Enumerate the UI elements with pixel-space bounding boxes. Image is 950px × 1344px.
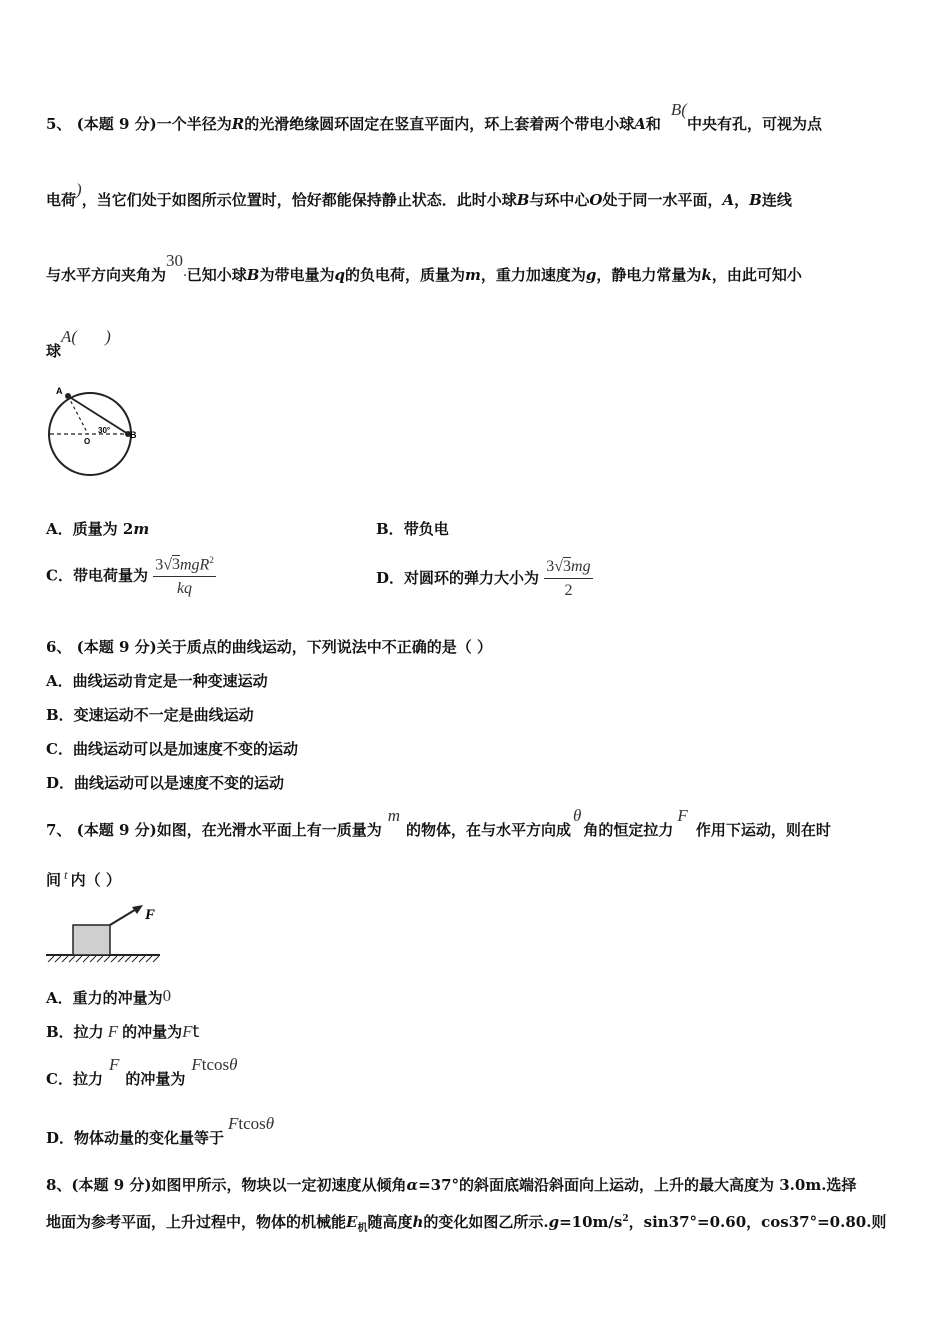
numeral: 3 — [171, 556, 180, 574]
circle-figure — [44, 382, 140, 478]
q6-option-c[interactable]: C．曲线运动可以是加速度不变的运动 — [46, 740, 298, 758]
math-F: F — [228, 1114, 239, 1133]
text: ，当它们处于如图所示位置时，恰好都能保持静止状态．此时小球 — [81, 191, 517, 209]
math-theta: θ — [573, 806, 582, 825]
option-label: D． — [376, 569, 405, 587]
text: 已知小球 — [186, 266, 247, 284]
text: 球 — [46, 342, 62, 360]
var-B: B — [749, 191, 762, 209]
q5-line-1 — [46, 100, 822, 134]
q7-line-2 — [46, 869, 121, 890]
subscript: 机 — [357, 1223, 368, 1234]
label-o: O — [84, 437, 91, 446]
math-tcos: tcos — [201, 1055, 230, 1074]
text: (本题 9 分)一个半径为 — [76, 115, 232, 133]
math-F: F — [182, 1022, 193, 1041]
option-text: C．拉力 — [46, 1070, 103, 1088]
q7-option-c[interactable] — [46, 1055, 238, 1089]
q6-option-b[interactable]: B．变速运动不一定是曲线运动 — [46, 706, 254, 724]
math-tcos: tcos — [238, 1114, 266, 1133]
text: 和 — [645, 115, 661, 133]
var-g: g — [585, 266, 597, 284]
question-number: 5、 — [46, 115, 72, 133]
math-B-paren: B( — [670, 100, 687, 119]
text: 连线 — [761, 191, 792, 209]
text: ，重力加速度为 — [480, 266, 586, 284]
text: 与水平方向夹角为 — [46, 266, 167, 284]
text: 的变化如图乙所示. — [423, 1213, 549, 1231]
fraction-d: $\frac{3√3mg}{2}$ — [546, 558, 591, 599]
math-theta: θ — [229, 1055, 238, 1074]
text: =37°的斜面底端沿斜面向上运动，上升的最大高度为 3.0m.选择 — [418, 1176, 857, 1194]
math-m: m — [387, 806, 401, 825]
text: 处于同一水平面， — [602, 191, 723, 209]
text: ，静电力常量为 — [596, 266, 702, 284]
q5-line-4 — [46, 327, 111, 361]
option-text: 的冲量为 — [122, 1023, 183, 1041]
text: 为带电量为 — [259, 266, 335, 284]
math-F: F — [677, 806, 688, 825]
option-label: A． — [46, 520, 73, 538]
option-text: 质量为 2 — [72, 520, 134, 538]
text: 内（ ） — [70, 871, 121, 889]
var-k: k — [701, 266, 712, 284]
text: 角的恒定拉力 — [583, 821, 674, 839]
numeral: 3 — [155, 556, 164, 574]
q7-option-b[interactable] — [46, 1021, 199, 1042]
option-text: D．物体动量的变化量等于 — [46, 1129, 225, 1147]
var-g: g — [548, 1213, 560, 1231]
q6-stem: 6、 (本题 9 分)关于质点的曲线运动，下列说法中不正确的是（ ） — [46, 638, 492, 656]
math-F: F — [108, 1055, 120, 1074]
text: 随高度 — [367, 1213, 413, 1231]
q5-line-3 — [46, 251, 802, 285]
expr: mgR — [179, 556, 210, 574]
option-text: 带电荷量为 — [72, 566, 148, 585]
option-text: 的冲量为 — [125, 1070, 186, 1088]
math-t: t — [192, 1022, 200, 1042]
math-t: t — [64, 867, 68, 882]
option-text: A．重力的冲量为 — [46, 989, 163, 1007]
q8-line-1 — [46, 1174, 856, 1195]
math-theta: θ — [265, 1114, 275, 1133]
math-angle: 30 — [166, 251, 184, 270]
q7-option-d[interactable] — [46, 1114, 275, 1148]
text: 的光滑绝缘圆环固定在竖直平面内，环上套着两个带电小球 — [244, 115, 635, 133]
q5-option-d[interactable] — [376, 558, 593, 600]
var-E: E — [346, 1213, 358, 1231]
var-R: R — [231, 115, 245, 133]
text: 7、 (本题 9 分)如图，在光滑水平面上有一质量为 — [46, 821, 382, 839]
text: 与环中心 — [529, 191, 590, 209]
var-q: q — [334, 266, 345, 284]
q6-option-a[interactable]: A．曲线运动肯定是一种变速运动 — [46, 672, 268, 690]
exponent: 2 — [622, 1214, 629, 1224]
denominator: kq — [176, 580, 193, 598]
denominator: 2 — [564, 582, 573, 599]
option-label: C． — [46, 566, 73, 585]
text: 间 — [46, 871, 62, 889]
var-O: O — [589, 191, 603, 209]
q5-option-c[interactable] — [46, 555, 216, 598]
label-b: B — [130, 430, 137, 440]
text: 地面为参考平面，上升过程中，物体的机械能 — [46, 1213, 347, 1231]
option-label: B． — [376, 520, 404, 538]
var-B: B — [516, 191, 530, 209]
var-h: h — [412, 1213, 424, 1231]
text: 作用下运动，则在时 — [695, 821, 831, 839]
text: 8、(本题 9 分)如图甲所示，物块以一定初速度从倾角 — [46, 1176, 407, 1194]
q6-option-d[interactable]: D．曲线运动可以是速度不变的运动 — [46, 774, 285, 792]
text: 电荷 — [46, 191, 77, 209]
text: 的负电荷，质量为 — [344, 266, 465, 284]
math-F: F — [191, 1055, 202, 1074]
var-B: B — [246, 266, 260, 284]
option-text: 对圆环的弹力大小为 — [404, 569, 540, 587]
q5-option-a[interactable] — [46, 518, 149, 539]
text: =10m/s — [559, 1213, 623, 1231]
math-paren: ) — [105, 327, 111, 346]
math-F: F — [107, 1022, 119, 1041]
label-a: A — [56, 386, 63, 396]
exponent: 2 — [209, 555, 214, 565]
label-angle: 30° — [98, 426, 111, 435]
fraction-c: $\frac{3√3mgR^2}{kq}$ — [155, 555, 214, 598]
numeral: 3 — [563, 558, 572, 575]
math-A-paren: A( — [61, 327, 78, 346]
math-dot: · — [183, 268, 187, 284]
q7-option-a[interactable] — [46, 987, 171, 1008]
q8-line-2 — [46, 1211, 886, 1234]
text: 的物体，在与水平方向成 — [406, 821, 572, 839]
block-figure — [44, 898, 164, 964]
var-A: A — [634, 115, 646, 133]
q7-line-1 — [46, 806, 831, 840]
math-zero: 0 — [162, 986, 172, 1005]
expr: mg — [571, 558, 591, 575]
var-m: m — [133, 520, 150, 538]
label-f: F — [145, 907, 156, 923]
var-alpha: α — [406, 1176, 419, 1194]
q5-line-2 — [46, 180, 792, 210]
text: ， — [734, 191, 750, 209]
var-m: m — [465, 266, 481, 284]
text: ，由此可知小 — [711, 266, 802, 284]
numeral: 3 — [546, 558, 555, 575]
var-A: A — [722, 191, 735, 209]
text: ，sin37°=0.60，cos37°=0.80.则 — [628, 1213, 887, 1231]
option-text: 带负电 — [403, 520, 449, 538]
q5-option-b[interactable] — [376, 518, 449, 539]
text: 中央有孔，可视为点 — [686, 115, 822, 133]
math-paren: ) — [76, 180, 82, 199]
option-text: B．拉力 — [46, 1023, 104, 1041]
